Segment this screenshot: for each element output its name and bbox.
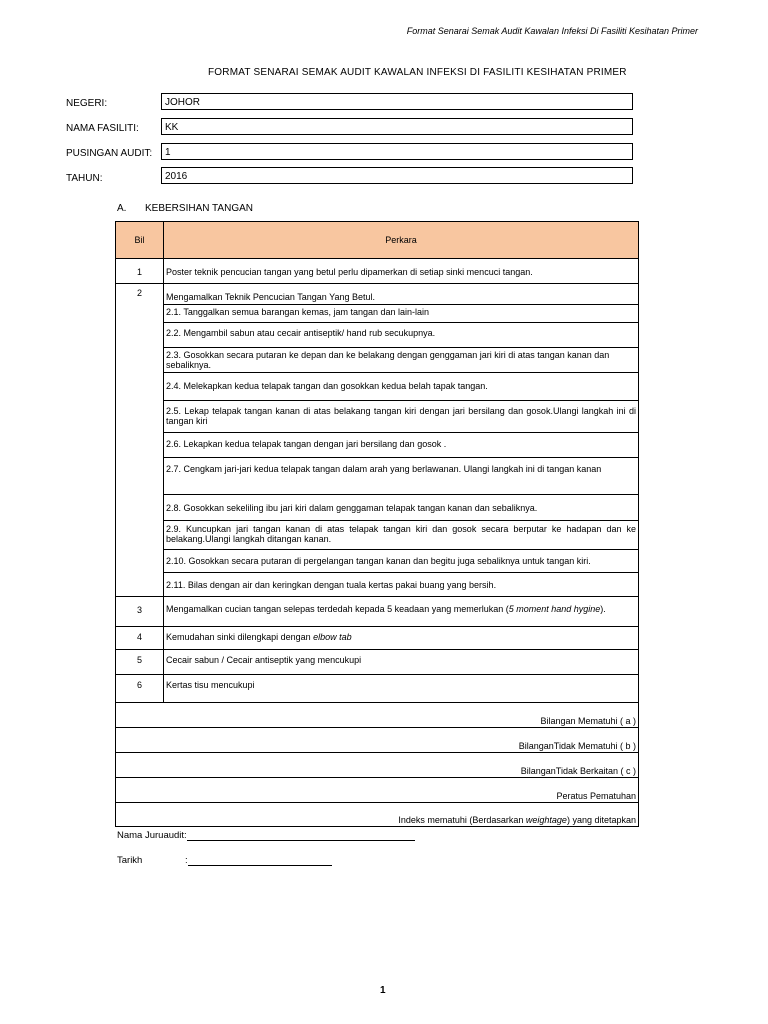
totals-row — [116, 703, 639, 728]
nama-fasiliti-field[interactable]: KK — [161, 118, 633, 135]
nama-fasiliti-label: NAMA FASILITI: — [66, 123, 139, 134]
bilangan-tidak-berkaitan: BilanganTidak Berkaitan ( c ) — [116, 753, 639, 778]
row-text: Poster teknik pencucian tangan yang betul perlu dipamerkan di setiap sinki mencuci tangan. — [164, 259, 639, 284]
table-row — [116, 259, 639, 284]
header-bil: Bil — [116, 222, 164, 259]
pusingan-audit-label: PUSINGAN AUDIT: — [66, 148, 153, 159]
table-row — [116, 597, 639, 627]
page-number: 1 — [380, 985, 386, 996]
sub-item: 2.2. Mengambil sabun atau cecair antiseptik/ hand rub secukupnya. — [164, 322, 638, 347]
sub-item: 2.9. Kuncupkan jari tangan kanan di atas telapak tangan kiri dan gosok secara berputar ke hadapan dan ke belakang.Ulangi langkah ditangan kanan. — [164, 520, 638, 549]
row-text: Mengamalkan Teknik Pencucian Tangan Yang Betul. — [166, 292, 375, 302]
tahun-field[interactable]: 2016 — [161, 167, 633, 184]
row-subitems — [164, 284, 639, 597]
sub-item: 2.6. Lekapkan kedua telapak tangan dengan jari bersilang dan gosok . — [164, 432, 638, 457]
table-row — [116, 627, 639, 650]
totals-row — [116, 778, 639, 803]
row-bil: 3 — [116, 597, 164, 627]
negeri-label: NEGERI: — [66, 98, 108, 109]
checklist-table — [115, 221, 639, 827]
bilangan-mematuhi: Bilangan Mematuhi ( a ) — [116, 703, 639, 728]
date-colon: : — [185, 855, 188, 866]
section-letter: A. — [117, 203, 127, 214]
date-signature — [117, 855, 332, 866]
table-row — [116, 675, 639, 703]
auditor-name-line[interactable] — [187, 831, 415, 841]
sub-item: 2.11. Bilas dengan air dan keringkan dengan tuala kertas pakai buang yang bersih. — [164, 572, 638, 596]
tahun-label: TAHUN: — [66, 173, 103, 184]
header-perkara: Perkara — [164, 222, 639, 259]
row-bil: 2 — [116, 284, 164, 597]
table-row — [116, 284, 639, 597]
row-text: Kertas tisu mencukupi — [164, 675, 639, 703]
bilangan-tidak-mematuhi: BilanganTidak Mematuhi ( b ) — [116, 728, 639, 753]
section-heading — [117, 203, 253, 214]
date-line[interactable] — [188, 856, 332, 866]
running-header: Format Senarai Semak Audit Kawalan Infeksi Di Fasiliti Kesihatan Primer — [406, 26, 698, 36]
sub-item: 2.8. Gosokkan sekeliling ibu jari kiri dalam genggaman telapak tangan kanan dan sebaliknya. — [164, 494, 638, 520]
row-bil: 4 — [116, 627, 164, 650]
peratus-pematuhan: Peratus Pematuhan — [116, 778, 639, 803]
row-bil: 5 — [116, 650, 164, 675]
row-text: Cecair sabun / Cecair antiseptik yang mencukupi — [164, 650, 639, 675]
page-title: FORMAT SENARAI SEMAK AUDIT KAWALAN INFEKSI DI FASILITI KESIHATAN PRIMER — [208, 67, 627, 78]
row-bil: 1 — [116, 259, 164, 284]
sub-item: 2.10. Gosokkan secara putaran di pergelangan tangan kanan dan begitu juga sebaliknya untuk tangan kiri. — [164, 549, 638, 572]
table-row — [116, 650, 639, 675]
indeks-mematuhi: Indeks mematuhi (Berdasarkan weightage) yang ditetapkan — [116, 803, 639, 827]
auditor-signature — [117, 830, 415, 841]
row-text: Mengamalkan cucian tangan selepas terdedah kepada 5 keadaan yang memerlukan (5 moment hand hygine). — [164, 597, 639, 627]
date-label: Tarikh — [117, 855, 143, 866]
sub-item: 2.5. Lekap telapak tangan kanan di atas belakang tangan kiri dengan jari bersilang dan gosok.Ulangi langkah ini di tangan kiri — [164, 400, 638, 432]
totals-row — [116, 753, 639, 778]
pusingan-audit-field[interactable]: 1 — [161, 143, 633, 160]
sub-item: 2.7. Cengkam jari-jari kedua telapak tangan dalam arah yang berlawanan. Ulangi langkah ini di tangan kanan — [164, 457, 638, 494]
totals-row — [116, 728, 639, 753]
table-header-row — [116, 222, 639, 259]
sub-item: 2.1. Tanggalkan semua barangan kemas, jam tangan dan lain-lain — [164, 304, 638, 322]
row-bil: 6 — [116, 675, 164, 703]
totals-row — [116, 803, 639, 827]
row-text: Kemudahan sinki dilengkapi dengan elbow tab — [164, 627, 639, 650]
sub-item: 2.3. Gosokkan secara putaran ke depan dan ke belakang dengan genggaman jari kiri di atas tangan kanan dan sebaliknya. — [164, 347, 638, 372]
section-title: KEBERSIHAN TANGAN — [145, 203, 253, 214]
auditor-label: Nama Juruaudit: — [117, 830, 187, 841]
sub-item: 2.4. Melekapkan kedua telapak tangan dan gosokkan kedua belah tapak tangan. — [164, 372, 638, 400]
negeri-field[interactable]: JOHOR — [161, 93, 633, 110]
